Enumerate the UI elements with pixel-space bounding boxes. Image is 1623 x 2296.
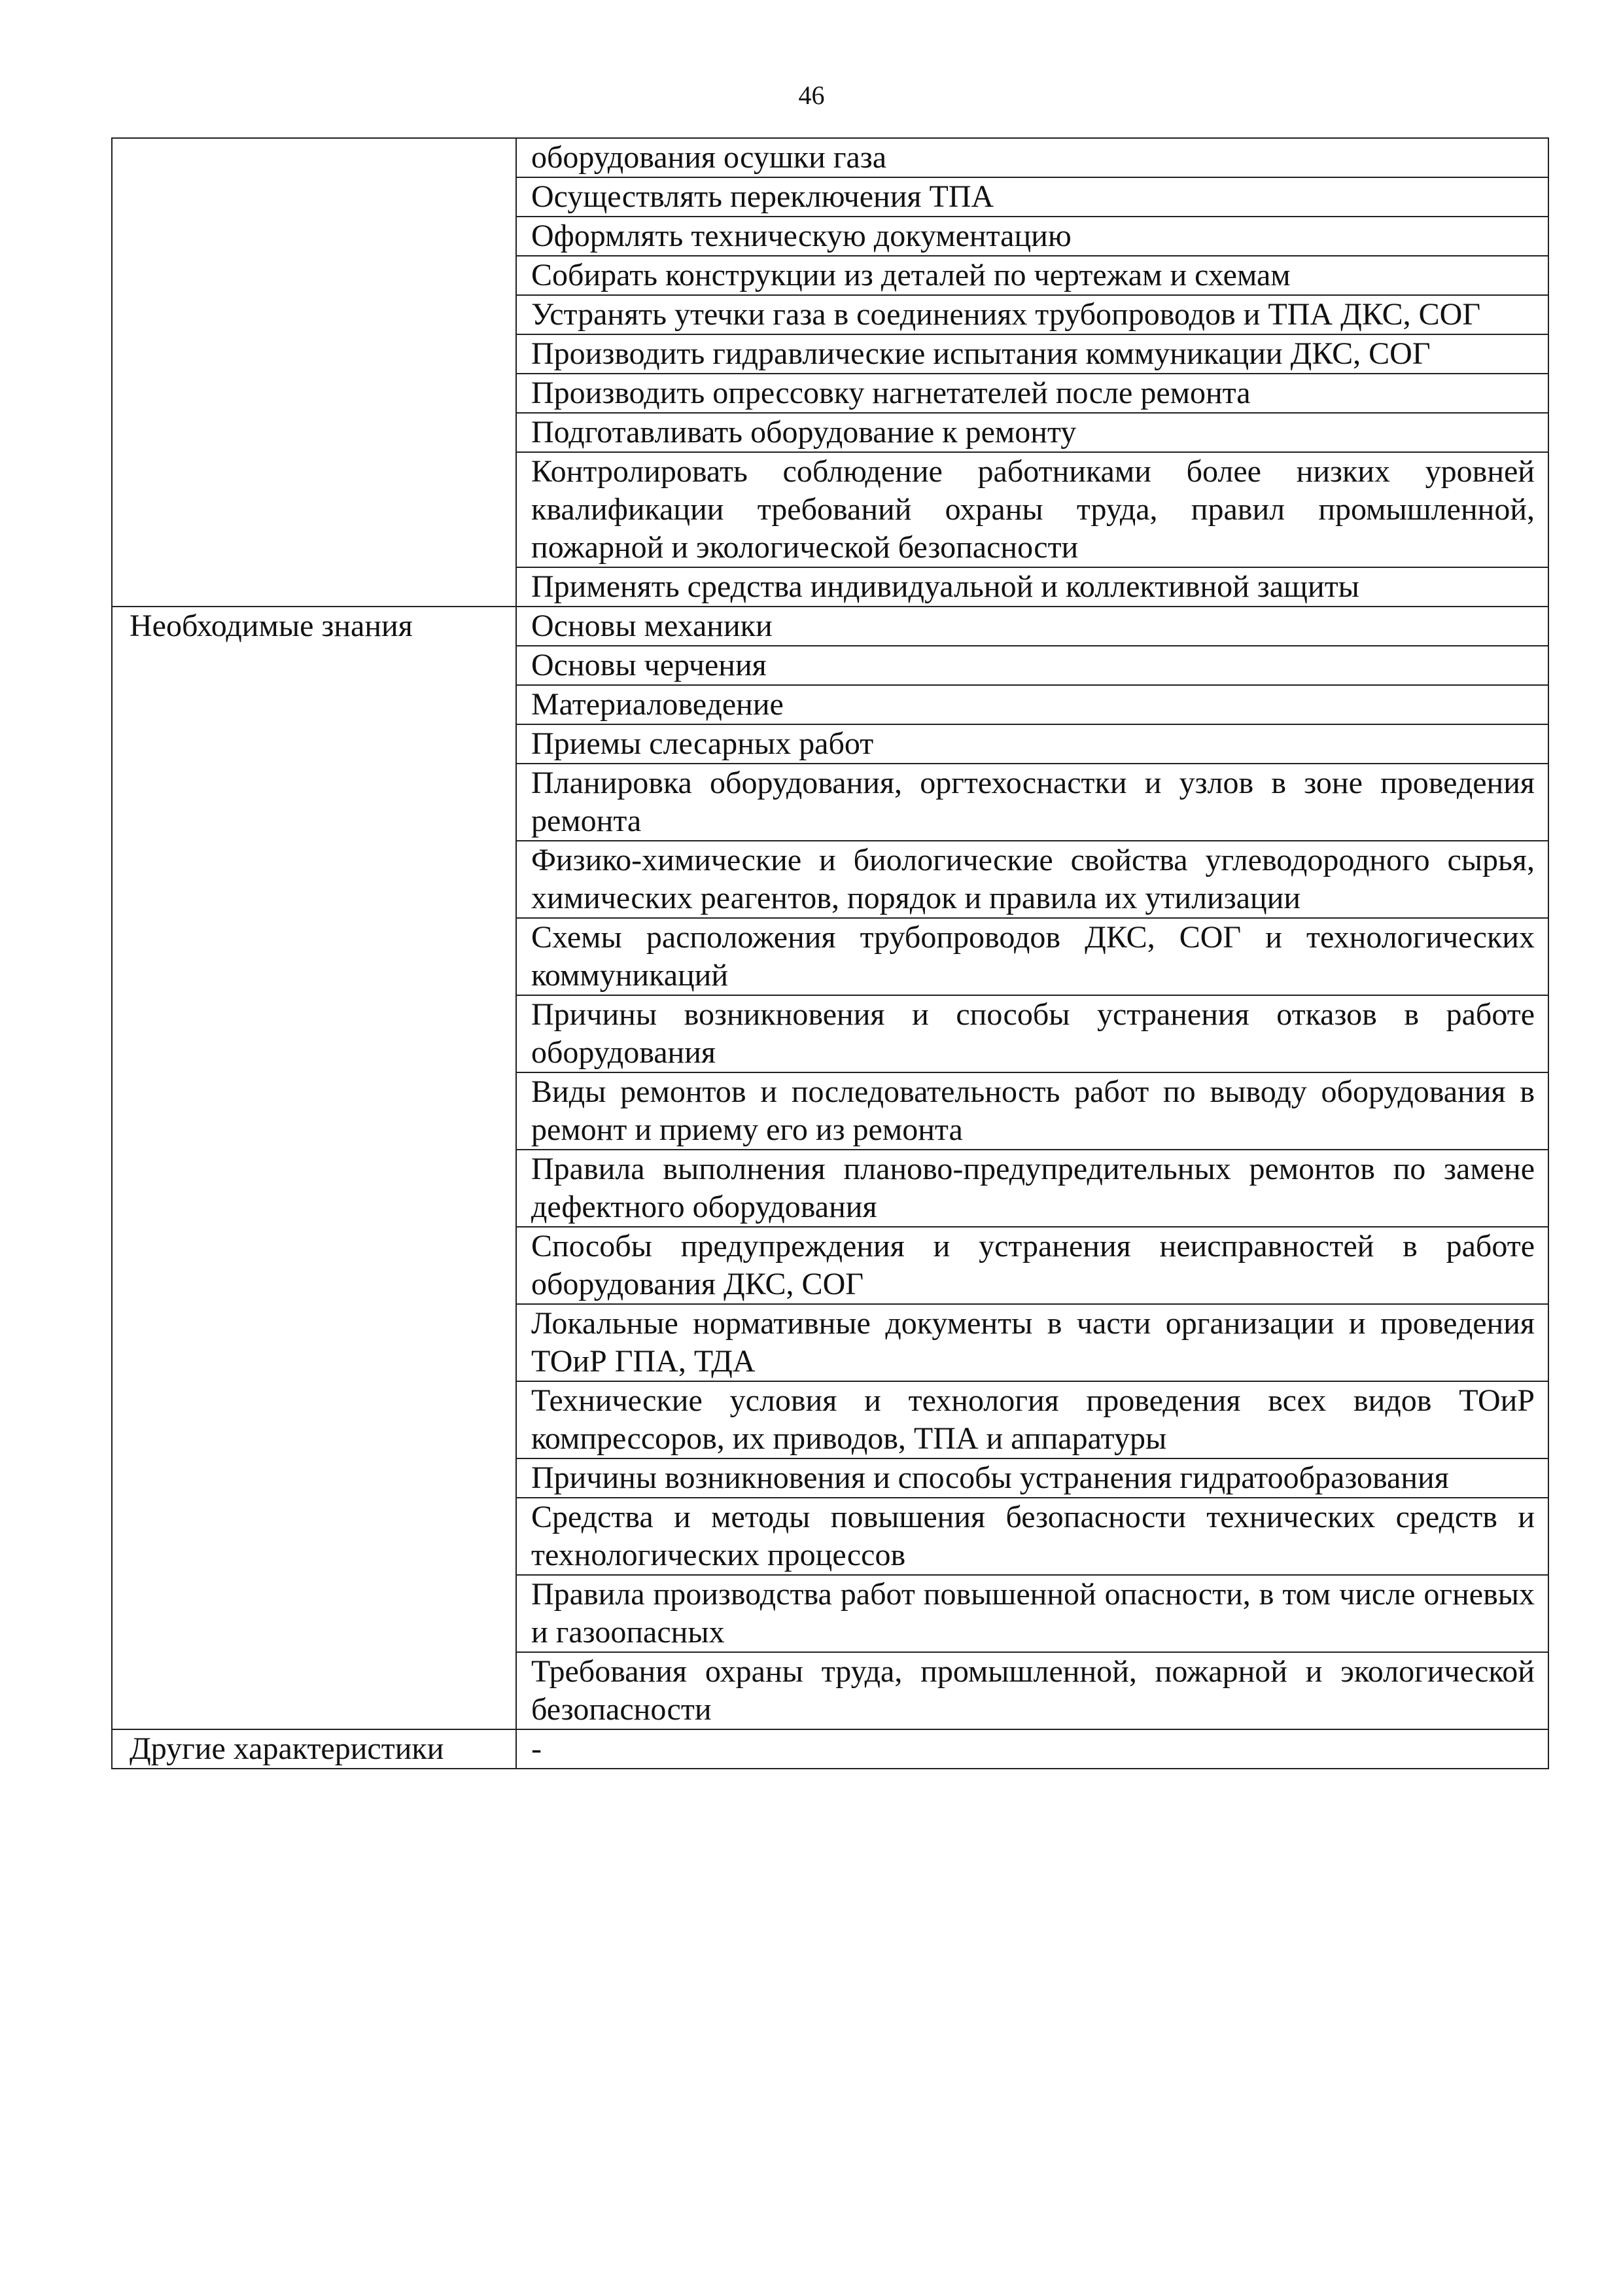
knowledge-label: Необходимые знания [112,607,516,1729]
knowledge-item: Виды ремонтов и последовательность работ по выводу оборудования в ремонт и приему его из ремонта [516,1072,1548,1150]
skill-item: Применять средства индивидуальной и коллективной защиты [516,567,1548,607]
skill-item: Производить гидравлические испытания коммуникации ДКС, СОГ [516,334,1548,374]
other-characteristics-label: Другие характеристики [112,1729,516,1769]
knowledge-item: Приемы слесарных работ [516,724,1548,764]
knowledge-item: Средства и методы повышения безопасности технических средств и технологических процессов [516,1498,1548,1575]
skill-item: Собирать конструкции из деталей по чертежам и схемам [516,256,1548,295]
knowledge-item: Схемы расположения трубопроводов ДКС, СОГ и технологических коммуникаций [516,918,1548,995]
skill-item: Оформлять техническую документацию [516,217,1548,256]
knowledge-item: Основы механики [516,607,1548,646]
skill-item: оборудования осушки газа [516,138,1548,177]
other-characteristics-value: - [516,1729,1548,1769]
skill-item: Контролировать соблюдение работниками более низких уровней квалификации требований охраны труда, правил промышленной, пожарной и экологической безопасности [516,452,1548,567]
skills-label-cell [112,138,516,607]
knowledge-item: Способы предупреждения и устранения неисправностей в работе оборудования ДКС, СОГ [516,1227,1548,1304]
knowledge-item: Физико-химические и биологические свойства углеводородного сырья, химических реагентов, порядок и правила их утилизации [516,841,1548,918]
knowledge-item: Технические условия и технология проведения всех видов ТОиР компрессоров, их приводов, ТПА и аппаратуры [516,1381,1548,1458]
knowledge-item: Планировка оборудования, оргтехоснастки и узлов в зоне проведения ремонта [516,764,1548,841]
knowledge-item: Причины возникновения и способы устранения отказов в работе оборудования [516,995,1548,1072]
knowledge-item: Правила выполнения планово-предупредительных ремонтов по замене дефектного оборудования [516,1150,1548,1227]
skill-item: Подготавливать оборудование к ремонту [516,413,1548,452]
table-row [112,607,1548,646]
knowledge-item: Требования охраны труда, промышленной, пожарной и экологической безопасности [516,1652,1548,1729]
knowledge-item: Локальные нормативные документы в части организации и проведения ТОиР ГПА, ТДА [516,1304,1548,1381]
page-number: 46 [798,80,825,110]
knowledge-item: Материаловедение [516,685,1548,724]
knowledge-item: Основы черчения [516,646,1548,685]
skill-item: Устранять утечки газа в соединениях трубопроводов и ТПА ДКС, СОГ [516,295,1548,334]
requirements-table [111,137,1549,1769]
knowledge-item: Причины возникновения и способы устранения гидратообразования [516,1458,1548,1498]
skill-item: Производить опрессовку нагнетателей после ремонта [516,374,1548,413]
skill-item: Осуществлять переключения ТПА [516,177,1548,217]
table-row [112,138,1548,177]
knowledge-item: Правила производства работ повышенной опасности, в том числе огневых и газоопасных [516,1575,1548,1652]
table-row [112,1729,1548,1769]
